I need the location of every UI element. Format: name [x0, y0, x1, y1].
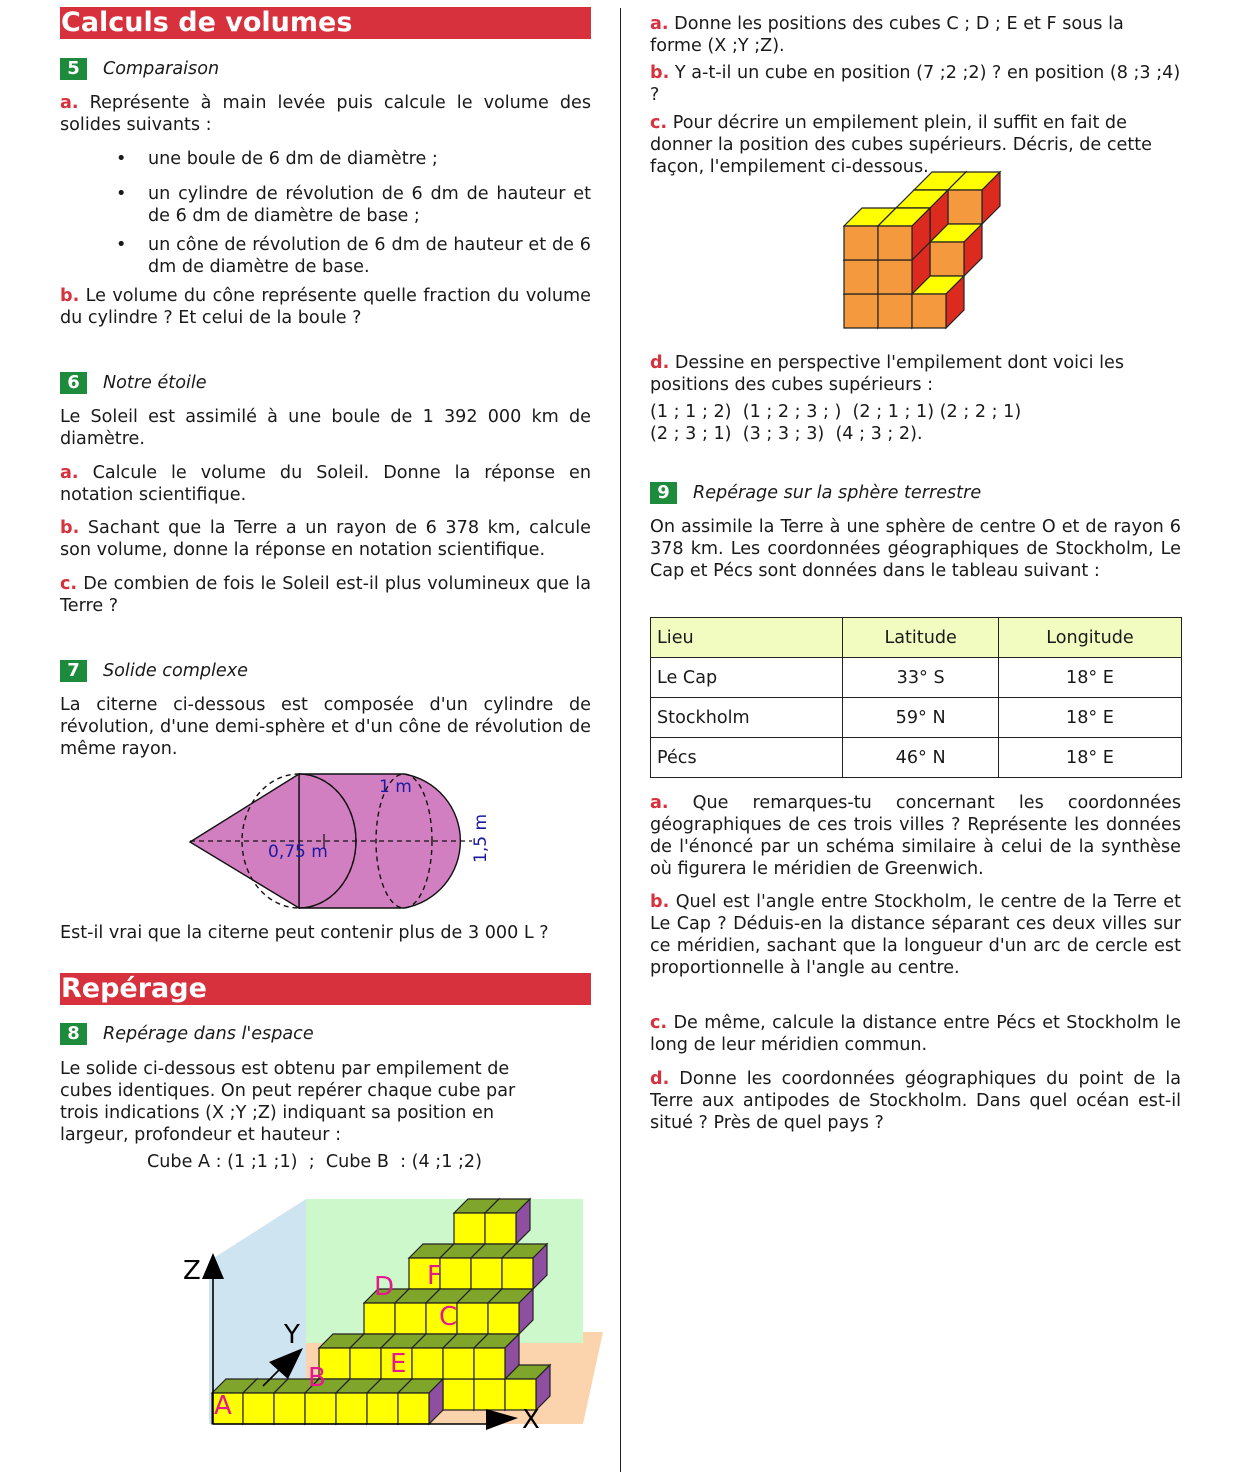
exercise-number: 8 — [60, 1023, 87, 1045]
exercise-8-question-c: c. Pour décrire un empilement plein, il suffit en fait de donner la position des cubes supérieurs. Décris, de cette façon, l'empilement ci-dessous. — [650, 113, 1152, 177]
length-label: 1 m — [379, 777, 412, 797]
table-row — [651, 698, 1182, 738]
bullet-item: • un cylindre de révolution de 6 dm de hauteur et de 6 dm de diamètre de base ; — [60, 183, 591, 227]
exercise-8-question-b: b. Y a-t-il un cube en position (7 ;2 ;2) ? en position (8 ;3 ;4) ? — [650, 63, 1181, 105]
cube — [488, 1289, 533, 1334]
exercise-title: Solide complexe — [103, 661, 248, 681]
exercise-9-question-a: a. Que remarques-tu concernant les coordonnées géographiques de ces trois villes ? Représente les données de l'énoncé par un schéma similaire à celui de la synthèse où figurera le méridien de Greenwich. — [650, 793, 1181, 879]
exercise-5-question-a: a. Représente à main levée puis calcule le volume des solides suivants : — [60, 93, 592, 135]
exercise-8-intro: Le solide ci-dessous est obtenu par empilement de cubes identiques. On peut repérer chaque cube par trois indications (X ;Y ;Z) indiquant sa position en largeur, profondeur et hauteur : — [60, 1059, 516, 1145]
exercise-title: Comparaison — [103, 59, 220, 79]
table-cell: Stockholm — [651, 698, 843, 738]
exercise-title: Repérage dans l'espace — [103, 1024, 314, 1044]
x-axis-label: X — [522, 1405, 540, 1435]
exercise-8-question-a: a. Donne les positions des cubes C ; D ; E et F sous la forme (X ;Y ;Z). — [650, 14, 1124, 56]
exercise-number: 5 — [60, 58, 87, 80]
exercise-7-intro: La citerne ci-dessous est composée d'un cylindre de révolution, d'une demi-sphère et d'un cône de révolution de même rayon. — [60, 695, 591, 759]
exercise-number: 9 — [650, 482, 677, 504]
orange-cube-group — [844, 172, 1000, 328]
table-header-cell: Lieu — [651, 618, 843, 658]
exercise-8-positions-line1: (1 ; 1 ; 2) (1 ; 2 ; 3 ; ) (2 ; 1 ; 1) (2 ; 2 ; 1) — [650, 402, 1022, 422]
exercise-8-question-d: d. Dessine en perspective l'empilement dont voici les positions des cubes supérieurs : — [650, 353, 1125, 395]
table-cell: 18° E — [998, 738, 1181, 778]
cube-label-f: F — [427, 1261, 442, 1291]
exercise-5-question-b: b. Le volume du cône représente quelle fraction du volume du cylindre ? Et celui de la boule ? — [60, 286, 591, 328]
exercise-number: 6 — [60, 372, 87, 394]
exercise-9 — [650, 482, 1181, 504]
cube-label-b: B — [308, 1363, 326, 1393]
orange-cube-stack-figure — [843, 183, 1003, 331]
exercise-8-cubes-line: Cube A : (1 ;1 ;1) ; Cube B : (4 ;1 ;2) — [147, 1152, 482, 1172]
cube-label-c: C — [439, 1302, 458, 1332]
exercise-6-intro: Le Soleil est assimilé à une boule de 1 392 000 km de diamètre. — [60, 407, 591, 449]
tank-figure — [186, 768, 491, 914]
table-header-row — [651, 618, 1182, 658]
z-axis-label: Z — [183, 1256, 201, 1286]
column-divider — [620, 8, 621, 1472]
exercise-8-positions-line2: (2 ; 3 ; 1) (3 ; 3 ; 3) (4 ; 3 ; 2). — [650, 424, 923, 444]
diameter-label: 1,5 m — [471, 814, 491, 863]
table-cell: 46° N — [843, 738, 999, 778]
bullet-item: • une boule de 6 dm de diamètre ; — [60, 148, 591, 170]
bullet-item: • un cône de révolution de 6 dm de hauteur et de 6 dm de diamètre de base. — [60, 234, 591, 278]
exercise-title: Notre étoile — [103, 373, 207, 393]
cube — [502, 1244, 547, 1289]
exercise-8 — [60, 1023, 591, 1045]
table-header-cell: Latitude — [843, 618, 999, 658]
exercise-6-question-a: a. Calcule le volume du Soleil. Donne la réponse en notation scientifique. — [60, 463, 592, 505]
table-row — [651, 658, 1182, 698]
section-title-reperage: Repérage — [60, 973, 591, 1005]
cube-label-a: A — [214, 1391, 232, 1421]
exercise-7 — [60, 660, 591, 682]
table-cell: Pécs — [651, 738, 843, 778]
cube-stack-figure — [146, 1195, 606, 1440]
radius-label: 0,75 m — [268, 842, 328, 862]
exercise-6-question-b: b. Sachant que la Terre a un rayon de 6 378 km, calcule son volume, donne la réponse en notation scientifique. — [60, 518, 592, 560]
table-row — [651, 738, 1182, 778]
y-axis-label: Y — [284, 1320, 300, 1350]
exercise-5 — [60, 58, 591, 80]
exercise-6-question-c: c. De combien de fois le Soleil est-il plus volumineux que la Terre ? — [60, 574, 591, 616]
cube — [485, 1199, 530, 1244]
exercise-9-intro: On assimile la Terre à une sphère de centre O et de rayon 6 378 km. Les coordonnées géographiques de Stockholm, Le Cap et Pécs sont données dans le tableau suivant : — [650, 517, 1181, 581]
table-header-cell: Longitude — [998, 618, 1181, 658]
exercise-number: 7 — [60, 660, 87, 682]
exercise-7-question: Est-il vrai que la citerne peut contenir plus de 3 000 L ? — [60, 923, 549, 943]
exercise-9-question-d: d. Donne les coordonnées géographiques du point de la Terre aux antipodes de Stockholm. Dans quel océan est-il situé ? Près de quel pays ? — [650, 1069, 1181, 1133]
cube-label-e: E — [390, 1349, 407, 1379]
exercise-title: Repérage sur la sphère terrestre — [693, 483, 982, 503]
exercise-6 — [60, 372, 591, 394]
exercise-9-question-b: b. Quel est l'angle entre Stockholm, le centre de la Terre et Le Cap ? Déduis-en la distance séparant ces deux villes sur ce méridien, sachant que la longueur d'un arc de cercle est proportionnelle à l'angle au centre. — [650, 892, 1182, 978]
cube — [474, 1334, 519, 1379]
table-cell: 59° N — [843, 698, 999, 738]
table-cell: 18° E — [998, 658, 1181, 698]
exercise-9-question-c: c. De même, calcule la distance entre Pécs et Stockholm le long de leur méridien commun. — [650, 1013, 1181, 1055]
section-title-volumes: Calculs de volumes — [60, 7, 591, 39]
table-cell: 18° E — [998, 698, 1181, 738]
cube-label-d: D — [374, 1272, 395, 1302]
table-cell: Le Cap — [651, 658, 843, 698]
cube — [398, 1379, 443, 1424]
table-cell: 33° S — [843, 658, 999, 698]
coordinates-table — [650, 617, 1182, 778]
